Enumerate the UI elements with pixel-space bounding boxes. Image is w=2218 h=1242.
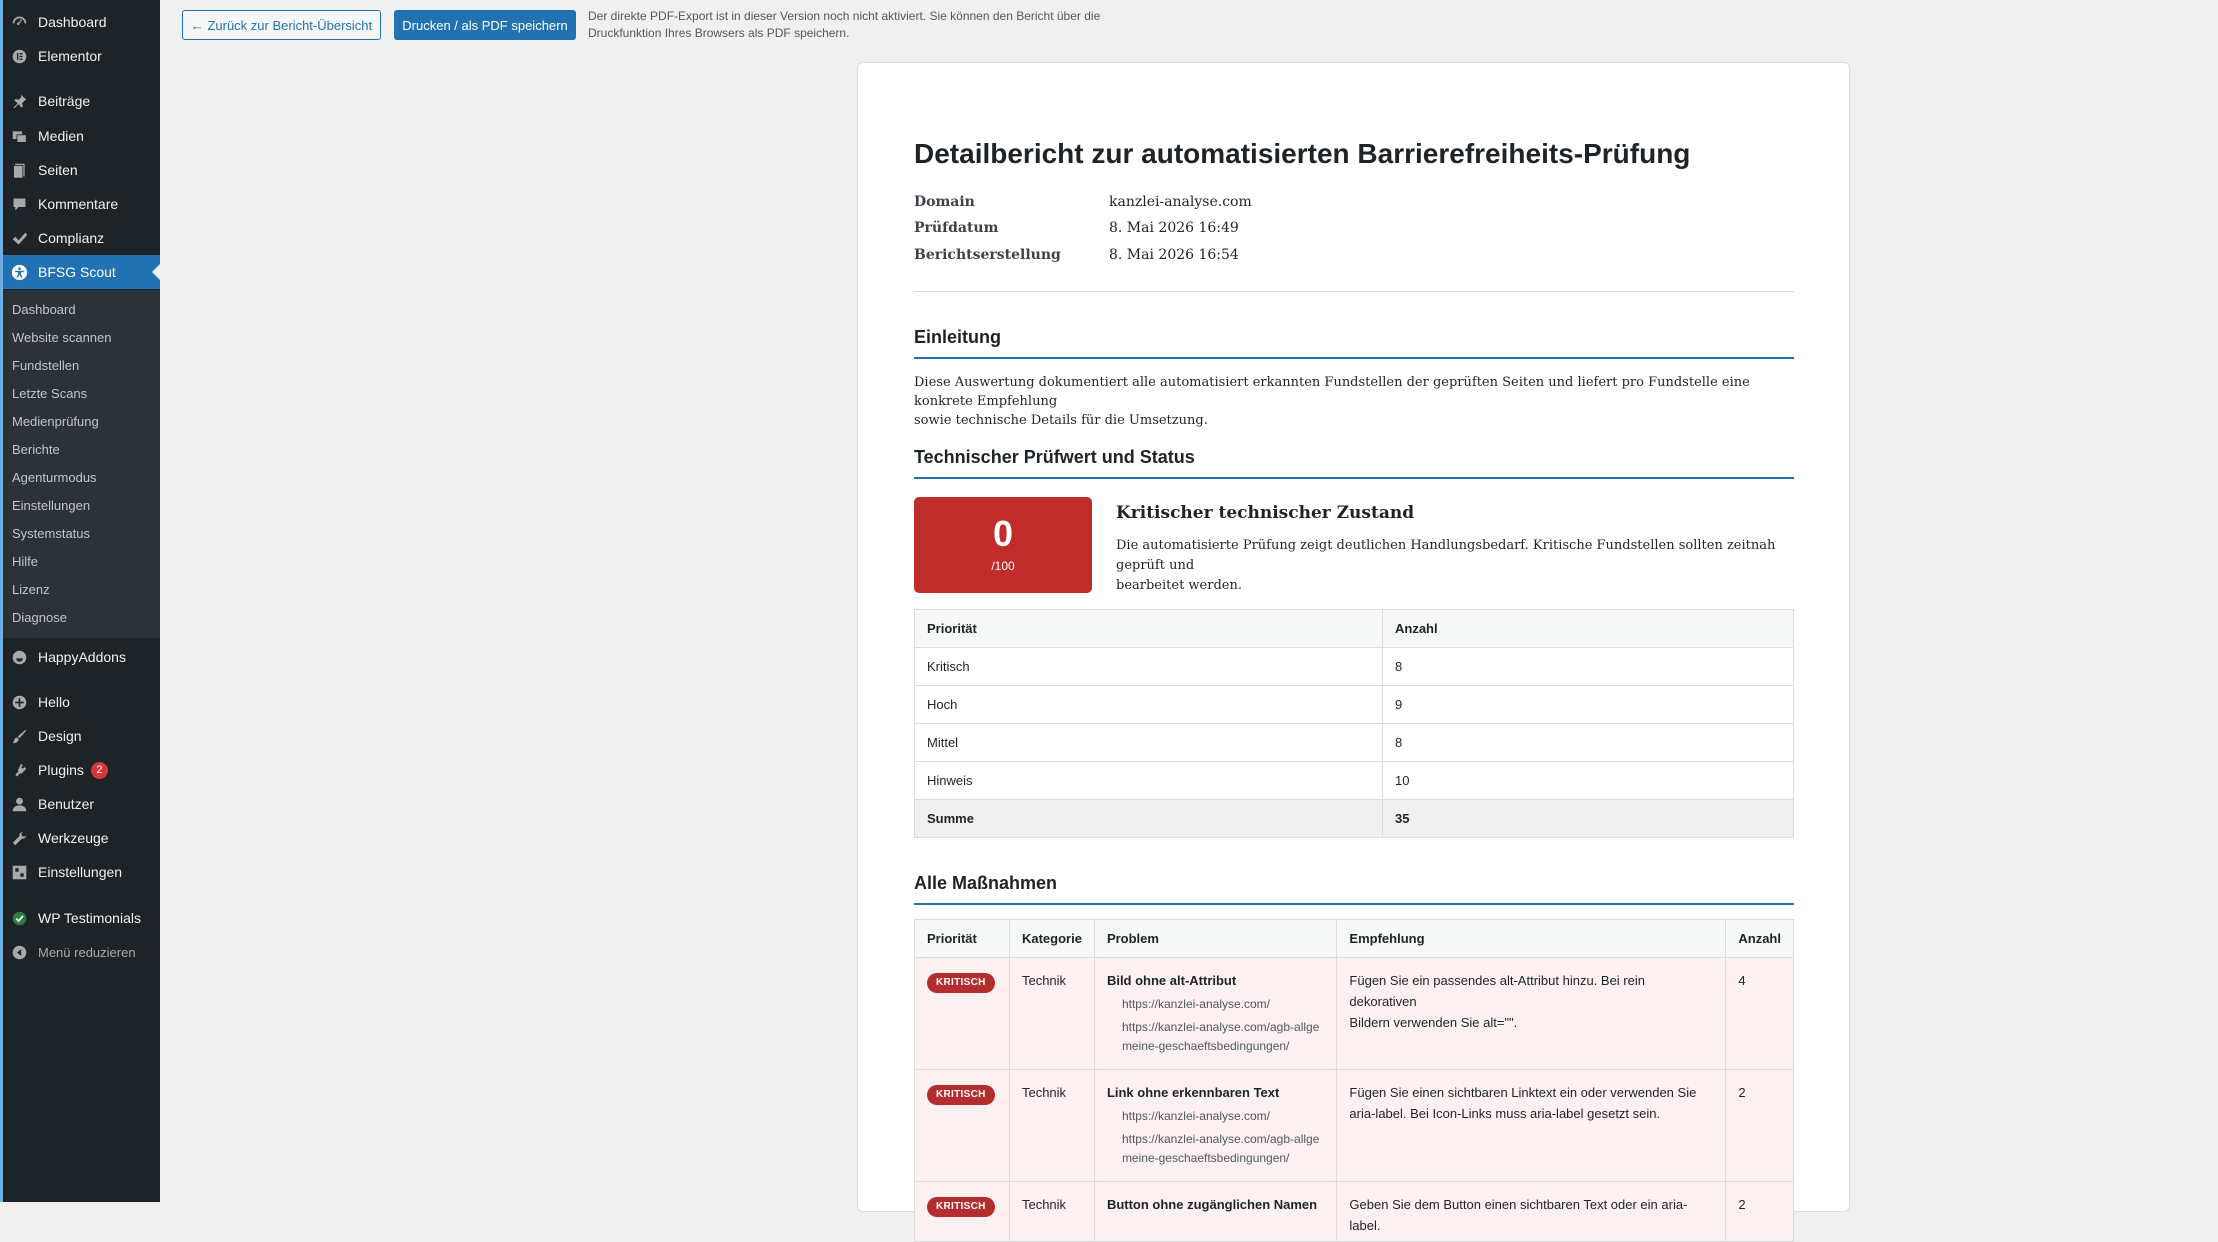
count-cell: 2 — [1726, 1182, 1794, 1242]
brush-icon — [10, 727, 28, 745]
submenu-fundstellen[interactable]: Fundstellen — [12, 358, 80, 373]
sidebar-item-werkzeuge[interactable] — [3, 821, 160, 855]
submenu-website-scannen[interactable]: Website scannen — [12, 330, 112, 345]
priority-cell — [915, 1182, 1010, 1242]
sum-label: Summe — [915, 800, 1383, 838]
url-part: https://kanzlei-analyse.com/agb-allge — [1121, 1132, 1320, 1146]
submenu-letzte-scans[interactable]: Letzte Scans — [12, 386, 88, 401]
table-row — [915, 724, 1794, 762]
table-header-row — [915, 920, 1794, 958]
recommendation-line: Fügen Sie einen sichtbaren Linktext ein oder verwenden Sie — [1349, 1085, 1697, 1100]
recommendation-cell — [1337, 1070, 1726, 1182]
sum-count: 35 — [1383, 800, 1794, 838]
sidebar-item-dashboard[interactable] — [3, 5, 160, 39]
table-row — [915, 686, 1794, 724]
status-title: Kritischer technischer Zustand — [1116, 503, 1415, 523]
intro-line1: Diese Auswertung dokumentiert alle automatisiert erkannten Fundstellen der geprüften Seiten und liefert pro Fundstelle eine konkrete Empfehlung — [914, 375, 1750, 409]
affected-url-link[interactable] — [1107, 1130, 1324, 1168]
report-title: Detailbericht zur automatisierten Barrierefreiheits-Prüfung — [914, 138, 1691, 169]
submenu-lizenz[interactable]: Lizenz — [12, 582, 50, 597]
priority-label: Hinweis — [915, 762, 1383, 800]
status-line2: bearbeitet werden. — [1116, 578, 1242, 593]
sidebar-item-label: Dashboard — [38, 14, 107, 30]
sidebar-item-medien[interactable] — [3, 119, 160, 153]
sidebar-item-label: Werkzeuge — [38, 830, 109, 846]
table-row — [915, 1070, 1794, 1182]
pdf-note-line2: Druckfunktion Ihres Browsers als PDF speichern. — [588, 26, 850, 40]
elementor-icon — [10, 47, 28, 65]
priority-label: Hoch — [915, 686, 1383, 724]
affected-url-link[interactable] — [1107, 1018, 1324, 1056]
priority-count: 10 — [1383, 762, 1794, 800]
sidebar-item-kommentare[interactable] — [3, 187, 160, 221]
url-part: meine-geschaeftsbedingungen/ — [1121, 1151, 1290, 1165]
intro-line2: sowie technische Details für die Umsetzung. — [914, 413, 1208, 428]
media-icon — [10, 127, 28, 145]
priority-badge: KRITISCH — [927, 1085, 995, 1105]
score-max: /100 — [991, 559, 1015, 573]
sidebar-item-design[interactable] — [3, 719, 160, 753]
sidebar-item-label: Hello — [38, 694, 70, 710]
sidebar-item-label: Elementor — [38, 48, 102, 64]
problem-cell — [1094, 958, 1336, 1070]
priority-badge: KRITISCH — [927, 973, 995, 993]
sidebar-item-label: Medien — [38, 128, 84, 144]
plugins-update-badge: 2 — [91, 762, 108, 779]
plus-circle-icon — [10, 693, 28, 711]
comments-icon — [10, 195, 28, 213]
problem-title: Link ohne erkennbaren Text — [1106, 1085, 1280, 1100]
sidebar-item-complianz[interactable] — [3, 221, 160, 255]
priority-label: Mittel — [915, 724, 1383, 762]
sidebar-item-label: HappyAddons — [38, 649, 126, 665]
status-line1: Die automatisierte Prüfung zeigt deutlichen Handlungsbedarf. Kritische Fundstellen sollten zeitnah geprüft und — [1116, 538, 1776, 573]
pages-icon — [10, 161, 28, 179]
pdf-export-note — [588, 8, 1128, 42]
settings-icon — [10, 863, 28, 881]
problem-title: Button ohne zugänglichen Namen — [1106, 1197, 1318, 1212]
sidebar-item-hello[interactable] — [3, 685, 160, 719]
meta-key: Domain — [914, 194, 975, 210]
status-text — [1116, 536, 1796, 596]
recommendation-line: Fügen Sie ein passendes alt-Attribut hinzu. Bei rein dekorativen — [1349, 973, 1645, 1009]
url-part: https://kanzlei-analyse.com/agb-allge — [1121, 1020, 1320, 1034]
meta-value: kanzlei-analyse.com — [1109, 194, 1252, 210]
measures-table — [914, 919, 1794, 1242]
sidebar-item-happyaddons[interactable] — [3, 640, 160, 674]
pin-icon — [10, 92, 28, 110]
recommendation-cell — [1337, 958, 1726, 1070]
table-header-row — [915, 610, 1794, 648]
sidebar-item-seiten[interactable] — [3, 153, 160, 187]
submenu-hilfe[interactable]: Hilfe — [12, 554, 39, 569]
affected-url-link[interactable]: https://kanzlei-analyse.com/ — [1121, 997, 1271, 1011]
problem-title: Bild ohne alt-Attribut — [1106, 973, 1237, 988]
recommendation-line: Bildern verwenden Sie alt="". — [1349, 1015, 1518, 1030]
meta-value: 8. Mai 2026 16:49 — [1109, 220, 1239, 236]
meta-key: Berichtserstellung — [914, 247, 1061, 263]
sidebar-item-beitraege[interactable] — [3, 84, 160, 118]
table-row — [915, 1182, 1794, 1242]
priority-cell — [915, 1070, 1010, 1182]
column-header: Kategorie — [1009, 920, 1094, 958]
back-to-reports-button[interactable]: ← Zurück zur Bericht-Übersicht — [182, 10, 381, 40]
happyaddons-icon — [10, 648, 28, 666]
sidebar-item-plugins[interactable] — [3, 753, 160, 787]
column-header: Priorität — [915, 610, 1383, 648]
column-header: Anzahl — [1383, 610, 1794, 648]
testimonials-icon — [10, 909, 28, 927]
sidebar-item-label: Einstellungen — [38, 864, 123, 880]
affected-url-link[interactable]: https://kanzlei-analyse.com/ — [1121, 1109, 1271, 1123]
table-row — [915, 762, 1794, 800]
score-value: 0 — [992, 513, 1014, 554]
submenu-einstellungen[interactable]: Einstellungen — [12, 498, 91, 513]
wrench-icon — [10, 829, 28, 847]
sidebar-item-wp-testimonials[interactable] — [3, 901, 160, 935]
section-heading-status: Technischer Prüfwert und Status — [914, 447, 1794, 479]
column-header: Anzahl — [1726, 920, 1794, 958]
submenu-dashboard[interactable]: Dashboard — [12, 302, 76, 317]
user-icon — [10, 795, 28, 813]
sidebar-item-label: Plugins — [38, 762, 84, 778]
submenu-berichte[interactable]: Berichte — [12, 442, 60, 457]
sidebar-item-label: Design — [38, 728, 82, 744]
sidebar-item-label: Beiträge — [38, 93, 91, 109]
score-box — [914, 497, 1092, 593]
submenu-medienpruefung[interactable]: Medienprüfung — [12, 414, 99, 429]
problem-cell — [1094, 1070, 1336, 1182]
problem-cell — [1094, 1182, 1336, 1242]
count-cell: 4 — [1726, 958, 1794, 1070]
sidebar-item-label: Kommentare — [38, 196, 119, 212]
report-sheet — [857, 62, 1850, 1233]
priority-badge: KRITISCH — [927, 1197, 995, 1217]
pdf-note-line1: Der direkte PDF-Export ist in dieser Version noch nicht aktiviert. Sie können den Bericht über die — [588, 9, 1101, 23]
intro-text — [914, 373, 1794, 430]
recommendation-line: aria-label. Bei Icon-Links muss aria-label gesetzt sein. — [1349, 1106, 1661, 1121]
sidebar-item-einstellungen[interactable] — [3, 855, 160, 889]
collapse-menu-label: Menü reduzieren — [38, 944, 136, 960]
column-header: Empfehlung — [1337, 920, 1726, 958]
table-row — [915, 648, 1794, 686]
dashboard-icon — [10, 13, 28, 31]
submenu-agenturmodus[interactable]: Agenturmodus — [12, 470, 97, 485]
priority-count: 8 — [1383, 648, 1794, 686]
sidebar-item-benutzer[interactable] — [3, 787, 160, 821]
plugin-icon — [10, 761, 28, 779]
table-sum-row — [915, 800, 1794, 838]
url-part: meine-geschaeftsbedingungen/ — [1121, 1039, 1290, 1053]
category-cell: Technik — [1009, 1182, 1094, 1242]
meta-key: Prüfdatum — [914, 220, 999, 236]
print-pdf-button[interactable]: Drucken / als PDF speichern — [394, 10, 576, 40]
category-cell: Technik — [1009, 1070, 1094, 1182]
collapse-menu-button[interactable] — [3, 935, 160, 969]
sidebar-item-label: Benutzer — [38, 796, 95, 812]
sidebar-item-label: BFSG Scout — [38, 264, 116, 280]
priority-label: Kritisch — [915, 648, 1383, 686]
priority-cell — [915, 958, 1010, 1070]
sidebar-item-label: Complianz — [38, 230, 105, 246]
count-cell: 2 — [1726, 1070, 1794, 1182]
section-heading-massnahmen: Alle Maßnahmen — [914, 873, 1794, 905]
meta-value: 8. Mai 2026 16:54 — [1109, 247, 1239, 263]
submenu-systemstatus[interactable]: Systemstatus — [12, 526, 91, 541]
table-row — [915, 958, 1794, 1070]
collapse-arrow-icon — [10, 943, 28, 961]
priority-count: 8 — [1383, 724, 1794, 762]
check-icon — [10, 229, 28, 247]
section-heading-einleitung: Einleitung — [914, 327, 1794, 359]
submenu-diagnose[interactable]: Diagnose — [12, 610, 67, 625]
category-cell: Technik — [1009, 958, 1094, 1070]
sidebar-item-label: WP Testimonials — [38, 910, 141, 926]
recommendation-line: Geben Sie dem Button einen sichtbaren Text oder ein aria-label. — [1349, 1197, 1688, 1233]
recommendation-cell — [1337, 1182, 1726, 1242]
sidebar-item-bfsg-scout[interactable] — [3, 255, 160, 289]
meta-divider — [914, 291, 1794, 292]
priority-count: 9 — [1383, 686, 1794, 724]
column-header: Problem — [1094, 920, 1336, 958]
admin-sidebar — [0, 0, 160, 1202]
sidebar-item-label: Seiten — [38, 162, 78, 178]
column-header: Priorität — [915, 920, 1010, 958]
priority-table — [914, 609, 1794, 838]
sidebar-item-elementor[interactable] — [3, 39, 160, 73]
accessibility-icon — [10, 263, 28, 281]
bfsg-submenu — [3, 290, 160, 638]
